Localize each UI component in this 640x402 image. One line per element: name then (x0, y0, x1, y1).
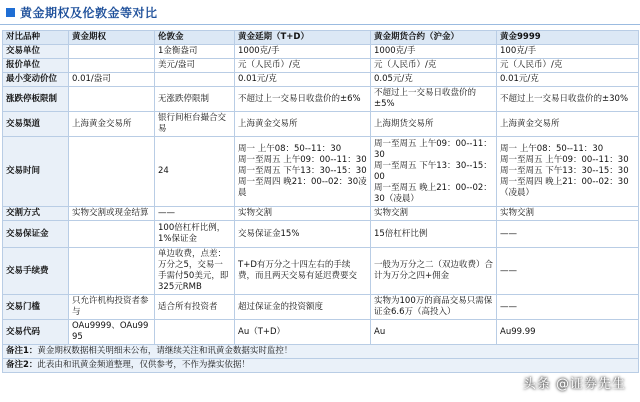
table-cell: 适合所有投资者 (155, 295, 235, 320)
table-cell: 15倍杠杆比例 (371, 221, 497, 248)
note-label: 备注2： (6, 360, 38, 370)
table-cell: 不超过上一交易日收盘价的±5% (371, 87, 497, 112)
table-cell: 无涨跌停限制 (155, 87, 235, 112)
note-label: 备注1： (6, 346, 38, 356)
comparison-table (2, 30, 639, 373)
row-header: 交易渠道 (3, 112, 69, 137)
table-cell: 周一至周五 上午09：00--11：30 周一至周五 下午13：30--15：00 周一至周五 晚上21：00--02：30（凌晨） (371, 137, 497, 207)
table-cell: —— (497, 248, 639, 295)
table-cell (69, 248, 155, 295)
table-row (3, 295, 639, 320)
table-cell: —— (155, 207, 235, 221)
table-cell (69, 221, 155, 248)
table-cell: 实物交割或现金结算 (69, 207, 155, 221)
header-cell: 黄金延期（T+D） (235, 31, 371, 45)
table-cell: 0.01元/克 (497, 73, 639, 87)
table-cell: 不超过上一交易日收盘价的±6% (235, 87, 371, 112)
row-header: 交易代码 (3, 320, 69, 345)
table-header-row (3, 31, 639, 45)
table-cell: 上海黄金交易所 (235, 112, 371, 137)
row-header: 交易手续费 (3, 248, 69, 295)
table-cell: 实物交割 (497, 207, 639, 221)
table-cell (69, 137, 155, 207)
table-cell: 美元/盎司 (155, 59, 235, 73)
note-row (3, 345, 639, 359)
table-row (3, 137, 639, 207)
note-row (3, 359, 639, 373)
table-cell: —— (497, 295, 639, 320)
table-row (3, 320, 639, 345)
table-row (3, 73, 639, 87)
table-row (3, 87, 639, 112)
note-cell (3, 345, 639, 359)
row-header: 交易单位 (3, 45, 69, 59)
table-cell: 不超过上一交易日收盘价的±30% (497, 87, 639, 112)
table-cell: 一般为万分之二（双边收费）合计为万分之四+佣金 (371, 248, 497, 295)
table-cell: 周一 上午08：50--11：30 周一至周五 上午09：00--11：30 周一至周五 下午13：30--15：30 周一至周四 晚21：00--02：30凌晨 (235, 137, 371, 207)
table-cell (69, 45, 155, 59)
table-row (3, 248, 639, 295)
header-cell: 黄金期权 (69, 31, 155, 45)
table-cell: T+D有万分之十四左右的手续费，而且两天交易有延迟费要交 (235, 248, 371, 295)
table-cell: 24 (155, 137, 235, 207)
square-bullet-icon (6, 8, 15, 17)
table-cell: 0.01/盎司 (69, 73, 155, 87)
table-cell: 单边收费，点差：万分之5，交易一手需付50美元，即325元RMB (155, 248, 235, 295)
table-cell (69, 87, 155, 112)
table-cell: 实物交割 (235, 207, 371, 221)
table-row (3, 112, 639, 137)
table-cell: 实物交割 (371, 207, 497, 221)
table-cell: 元（人民币）/克 (371, 59, 497, 73)
table-cell: Au99.99 (497, 320, 639, 345)
table-cell: 1000克/手 (235, 45, 371, 59)
note-text: 黄金期权数据相关明细未公布，请继续关注和讯黄金数据实时监控！ (37, 346, 293, 356)
table-row (3, 59, 639, 73)
table-cell: 实物为100万的商品交易只需保证金6.6万（高投入） (371, 295, 497, 320)
table-row (3, 207, 639, 221)
table-cell: 1金衡盎司 (155, 45, 235, 59)
table-cell: 100倍杠杆比例，1%保证金 (155, 221, 235, 248)
table-row (3, 45, 639, 59)
table-cell: OAu9999、OAu9995 (69, 320, 155, 345)
table-cell: 元（人民币）/克 (497, 59, 639, 73)
table-cell: 元（人民币）/克 (235, 59, 371, 73)
table-cell: 银行间柜台撮合交易 (155, 112, 235, 137)
row-header: 交易保证金 (3, 221, 69, 248)
table-cell: 超过保证金的投资额度 (235, 295, 371, 320)
row-header: 交割方式 (3, 207, 69, 221)
table-cell: 0.05元/克 (371, 73, 497, 87)
table-cell (69, 59, 155, 73)
table-row (3, 221, 639, 248)
row-header: 涨跌停板限制 (3, 87, 69, 112)
table-cell: 100克/手 (497, 45, 639, 59)
note-cell (3, 359, 639, 373)
table-cell (155, 73, 235, 87)
table-cell (155, 320, 235, 345)
row-header: 报价单位 (3, 59, 69, 73)
page-title: 黄金期权及伦敦金等对比 (20, 5, 158, 20)
header-cell: 对比品种 (3, 31, 69, 45)
row-header: 最小变动价位 (3, 73, 69, 87)
watermark: 头条 @证券先生 (522, 377, 626, 392)
table-cell: 上海黄金交易所 (69, 112, 155, 137)
header-cell: 黄金9999 (497, 31, 639, 45)
table-cell: 交易保证金15% (235, 221, 371, 248)
row-header: 交易门槛 (3, 295, 69, 320)
title-divider (0, 24, 640, 25)
title-bar (0, 0, 640, 24)
table-cell: 只允许机构投资者参与 (69, 295, 155, 320)
table-cell: 0.01元/克 (235, 73, 371, 87)
header-cell: 伦敦金 (155, 31, 235, 45)
table-cell: Au (371, 320, 497, 345)
row-header: 交易时间 (3, 137, 69, 207)
note-text: 此表由和讯黄金频道整理，仅供参考，不作为操实依据！ (37, 360, 250, 370)
table-cell: 周一 上午08：50--11：30 周一至周五 上午09：00--11：30 周一至周五 下午13：30--15：30 周一至周四 晚上21：00--02：30（凌晨） (497, 137, 639, 207)
table-cell: 上海黄金交易所 (497, 112, 639, 137)
table-cell: Au（T+D） (235, 320, 371, 345)
table-cell: 1000克/手 (371, 45, 497, 59)
table-cell: 上海期货交易所 (371, 112, 497, 137)
header-cell: 黄金期货合约（沪金） (371, 31, 497, 45)
table-cell: —— (497, 221, 639, 248)
